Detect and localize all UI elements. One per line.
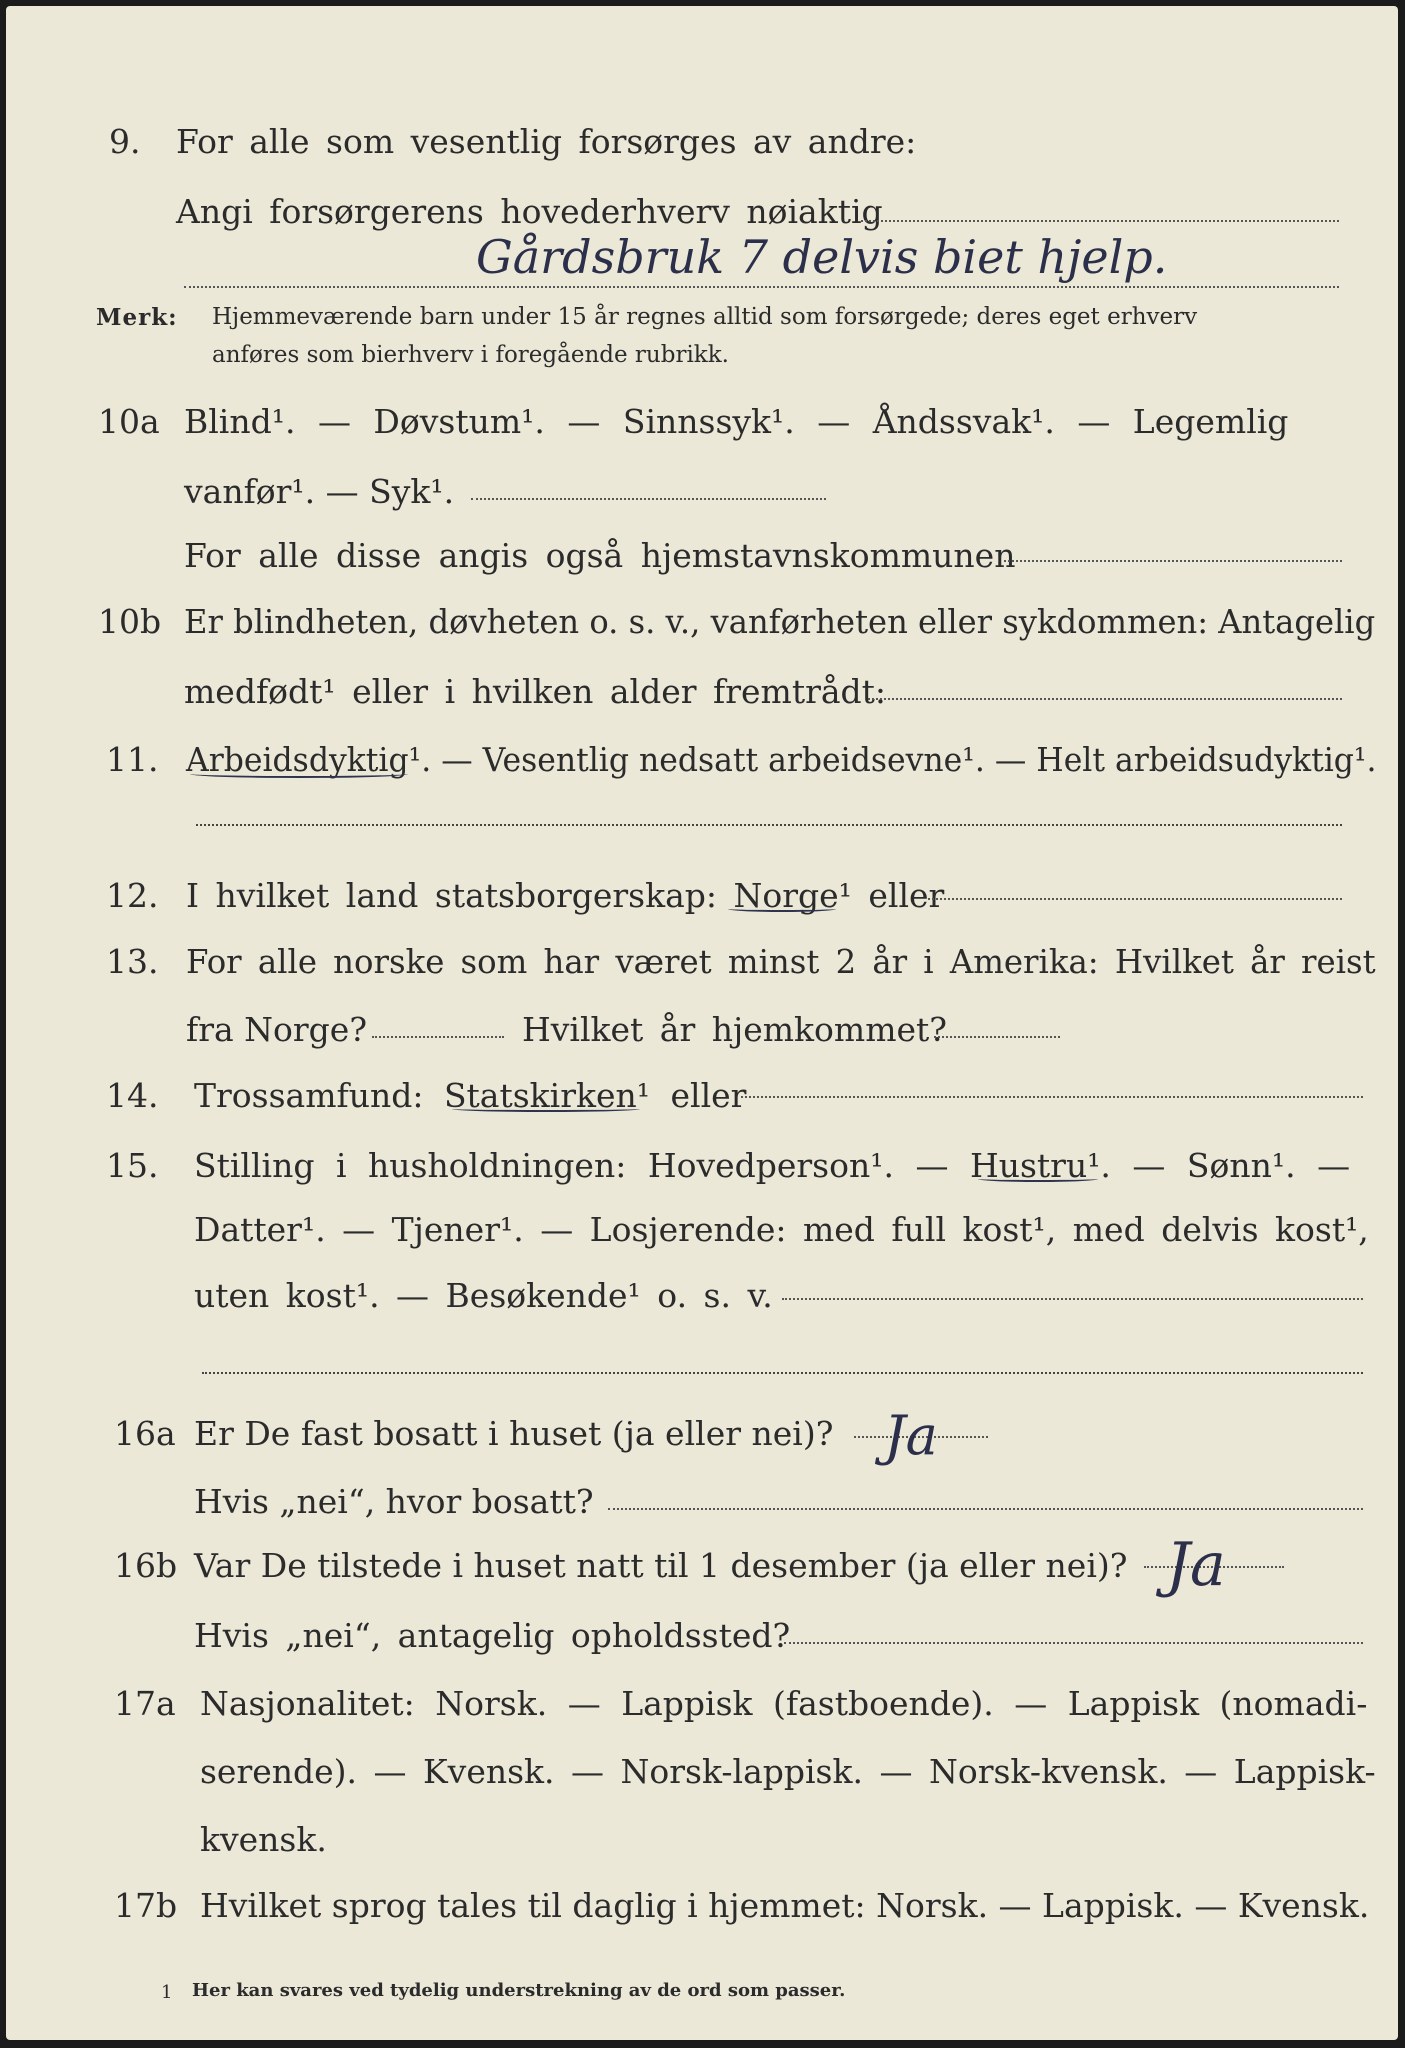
q12-number: 12. xyxy=(106,876,159,915)
q15-question-line1: Stilling i husholdningen: Hovedperson¹. — Hustru¹. — Sønn¹. — xyxy=(194,1146,1351,1185)
q13-number: 13. xyxy=(106,942,159,981)
q16b-question-line2: Hvis „nei“, antagelig opholdssted? xyxy=(194,1616,791,1655)
q15-question-line3: uten kost¹. — Besøkende¹ o. s. v. xyxy=(194,1276,773,1315)
q15-answer-line1 xyxy=(782,1298,1363,1300)
q16a-question-line2: Hvis „nei“, hvor bosatt? xyxy=(194,1482,594,1521)
q11-question-line1: Arbeidsdyktig¹. — Vesentlig nedsatt arbeidsevne¹. — Helt arbeidsudyktig¹. xyxy=(186,740,1377,779)
q13-question-line2a: fra Norge? xyxy=(186,1010,368,1049)
q15-number: 15. xyxy=(106,1146,159,1185)
q10a-answer-line2 xyxy=(1004,560,1342,562)
q9-question-line1: For alle som vesentlig forsørges av andre: xyxy=(176,122,917,161)
merk-note-line1: Hjemmeværende barn under 15 år regnes alltid som forsørgede; deres eget erhverv xyxy=(212,304,1198,330)
q9-question-line2: Angi forsørgerens hovederhverv nøiaktig xyxy=(176,192,883,231)
q11-answer-underline xyxy=(190,770,408,778)
q17b-number: 17b xyxy=(114,1886,178,1925)
q10a-question-line3: For alle disse angis også hjemstavnskommunen xyxy=(184,536,1016,575)
q10a-answer-line1 xyxy=(471,498,826,500)
q10b-question-line2: medfødt¹ eller i hvilken alder fremtrådt: xyxy=(184,672,887,711)
merk-note-line2: anføres som bierhverv i foregående rubrikk. xyxy=(212,342,729,368)
q13-year-returned-line xyxy=(934,1036,1060,1038)
q16a-location-line xyxy=(608,1508,1363,1510)
merk-label: Merk: xyxy=(96,304,178,331)
q16b-number: 16b xyxy=(114,1546,178,1585)
q12-answer-underline xyxy=(728,906,836,912)
q10b-answer-line xyxy=(868,698,1342,700)
q14-number: 14. xyxy=(106,1076,159,1115)
q12-answer-line xyxy=(928,898,1342,900)
q17b-question-line1: Hvilket sprog tales til daglig i hjemmet: Norsk. — Lappisk. — Kvensk. xyxy=(200,1886,1370,1925)
census-form-page xyxy=(6,6,1398,2040)
q9-answer-line2 xyxy=(184,286,1339,288)
q9-handwritten-answer: Gårdsbruk 7 delvis biet hjelp. xyxy=(476,230,1168,284)
q10b-number: 10b xyxy=(98,602,162,641)
q16b-location-line xyxy=(784,1642,1363,1644)
q16a-handwritten-answer: Ja xyxy=(884,1404,938,1467)
q10b-question-line1: Er blindheten, døvheten o. s. v., vanførheten eller sykdommen: Antagelig xyxy=(184,602,1376,641)
q9-answer-line1 xyxy=(861,220,1339,222)
q11-number: 11. xyxy=(106,740,159,779)
q15-question-line2: Datter¹. — Tjener¹. — Losjerende: med full kost¹, med delvis kost¹, xyxy=(194,1210,1369,1249)
q16a-number: 16a xyxy=(114,1414,176,1453)
q14-answer-line xyxy=(741,1096,1363,1098)
q9-number: 9. xyxy=(109,122,141,161)
q10a-number: 10a xyxy=(98,402,160,441)
q14-question-line1: Trossamfund: Statskirken¹ eller xyxy=(194,1076,747,1115)
q10a-question-line1: Blind¹. — Døvstum¹. — Sinnssyk¹. — Åndssvak¹. — Legemlig xyxy=(184,402,1289,441)
q17a-question-line3: kvensk. xyxy=(200,1820,327,1859)
q16b-question-line1: Var De tilstede i huset natt til 1 desember (ja eller nei)? xyxy=(194,1546,1128,1585)
q17a-question-line1: Nasjonalitet: Norsk. — Lappisk (fastboende). — Lappisk (nomadi- xyxy=(200,1684,1368,1723)
q10a-question-line2: vanfør¹. — Syk¹. xyxy=(184,472,455,511)
q15-answer-line2 xyxy=(202,1372,1363,1374)
q13-question-line1: For alle norske som har været minst 2 år i Amerika: Hvilket år reist xyxy=(186,942,1376,981)
footnote-text: Her kan svares ved tydelig understrekning av de ord som passer. xyxy=(192,1980,846,2001)
q12-question-line1: I hvilket land statsborgerskap: Norge¹ eller xyxy=(186,876,945,915)
q11-answer-line xyxy=(196,824,1342,826)
q13-year-left-line xyxy=(372,1036,504,1038)
q15-answer-underline xyxy=(978,1176,1098,1182)
q13-question-line2b: Hvilket år hjemkommet? xyxy=(522,1010,947,1049)
q16b-handwritten-answer: Ja xyxy=(1166,1530,1226,1600)
footnote-mark: 1 xyxy=(161,1982,173,2003)
q14-answer-underline xyxy=(452,1106,640,1112)
q17a-number: 17a xyxy=(114,1684,176,1723)
q17a-question-line2: serende). — Kvensk. — Norsk-lappisk. — Norsk-kvensk. — Lappisk- xyxy=(200,1752,1376,1791)
q16a-question-line1: Er De fast bosatt i huset (ja eller nei)? xyxy=(194,1414,834,1453)
